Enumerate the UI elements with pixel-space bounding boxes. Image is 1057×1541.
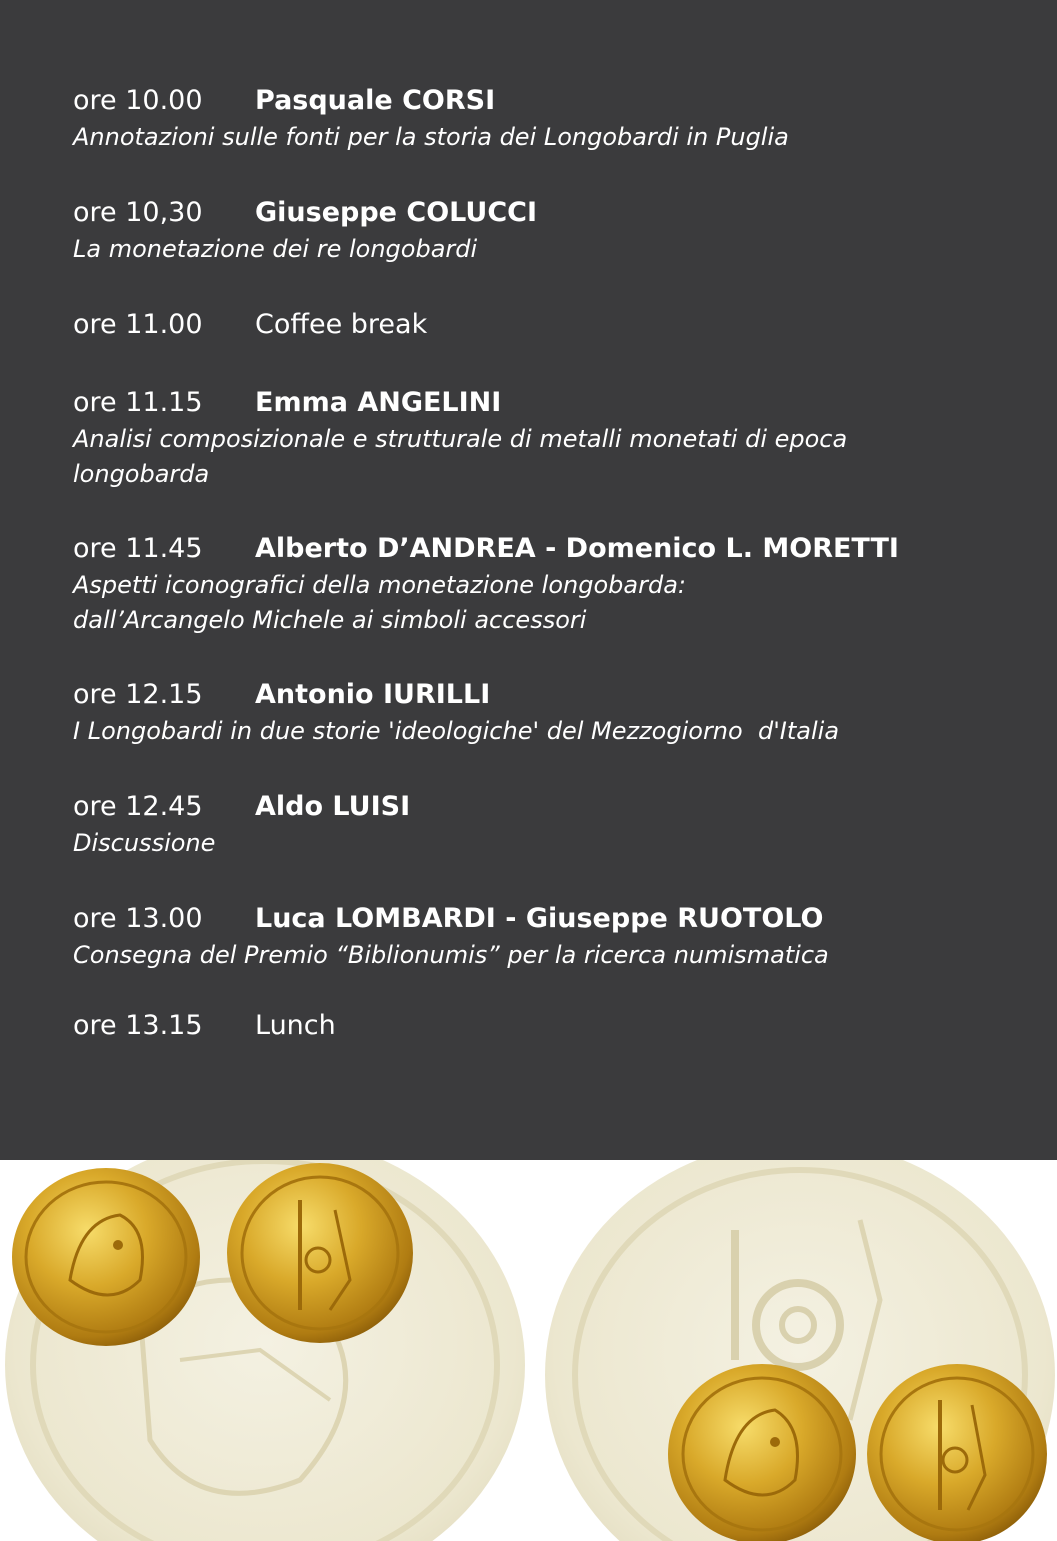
- schedule-entry-1300: [73, 902, 993, 973]
- entry-title: [73, 422, 993, 492]
- entry-label: Lunch: [255, 1010, 336, 1041]
- entry-header: [73, 84, 993, 118]
- gold-coin-reverse-2: [867, 1364, 1047, 1541]
- entry-title: [73, 568, 993, 638]
- entry-title: I Longobardi in due storie 'ideologiche' del Mezzogiorno d'Italia: [73, 717, 840, 745]
- entry-header: [73, 1009, 993, 1043]
- entry-header: [73, 678, 993, 712]
- entry-speaker: Alberto D’ANDREA - Domenico L. MORETTI: [255, 533, 899, 564]
- entry-speaker: Emma ANGELINI: [255, 387, 502, 418]
- entry-speaker: Antonio IURILLI: [255, 679, 491, 710]
- coin-images: [0, 1160, 1057, 1541]
- entry-speaker: Pasquale CORSI: [255, 85, 496, 116]
- entry-title-line: Analisi composizionale e strutturale di metalli monetati di epoca: [73, 425, 848, 453]
- entry-time: ore 10.00: [73, 85, 203, 116]
- entry-speaker: Luca LOMBARDI - Giuseppe RUOTOLO: [255, 903, 824, 934]
- schedule-entry-1100: [73, 308, 993, 342]
- schedule-entry-1000: [73, 84, 993, 155]
- entry-time: ore 11.00: [73, 309, 203, 340]
- coin-gallery: [0, 1160, 1057, 1541]
- entry-time: ore 11.15: [73, 387, 203, 418]
- entry-title-line: Aspetti iconografici della monetazione longobarda:: [73, 571, 686, 599]
- entry-header: [73, 902, 993, 936]
- entry-time: ore 13.15: [73, 1010, 203, 1041]
- gold-coin-reverse-1: [227, 1163, 413, 1343]
- entry-label: Coffee break: [255, 309, 428, 340]
- entry-header: [73, 386, 993, 420]
- entry-title: Annotazioni sulle fonti per la storia dei Longobardi in Puglia: [73, 123, 789, 151]
- entry-header: [73, 308, 993, 342]
- gold-coin-obverse-1: [12, 1168, 200, 1346]
- entry-title-line: longobarda: [73, 460, 210, 488]
- entry-time: ore 13.00: [73, 903, 203, 934]
- entry-header: [73, 532, 993, 566]
- entry-header: [73, 196, 993, 230]
- entry-time: ore 10,30: [73, 197, 203, 228]
- entry-speaker: Giuseppe COLUCCI: [255, 197, 537, 228]
- entry-speaker: Aldo LUISI: [255, 791, 411, 822]
- entry-title-line: dall’Arcangelo Michele ai simboli accessori: [73, 606, 587, 634]
- entry-time: ore 11.45: [73, 533, 203, 564]
- entry-title: Discussione: [73, 829, 216, 857]
- entry-time: ore 12.45: [73, 791, 203, 822]
- entry-header: [73, 790, 993, 824]
- gold-coin-obverse-2: [668, 1364, 856, 1541]
- schedule-entry-1145: [73, 532, 993, 638]
- schedule-entry-1115: [73, 386, 993, 492]
- entry-title: La monetazione dei re longobardi: [73, 235, 478, 263]
- schedule-entry-1315: [73, 1009, 993, 1043]
- schedule-entry-1245: [73, 790, 993, 861]
- entry-time: ore 12.15: [73, 679, 203, 710]
- schedule-entry-1030: [73, 196, 993, 267]
- schedule-entry-1215: [73, 678, 993, 749]
- entry-title: Consegna del Premio “Biblionumis” per la ricerca numismatica: [73, 941, 829, 969]
